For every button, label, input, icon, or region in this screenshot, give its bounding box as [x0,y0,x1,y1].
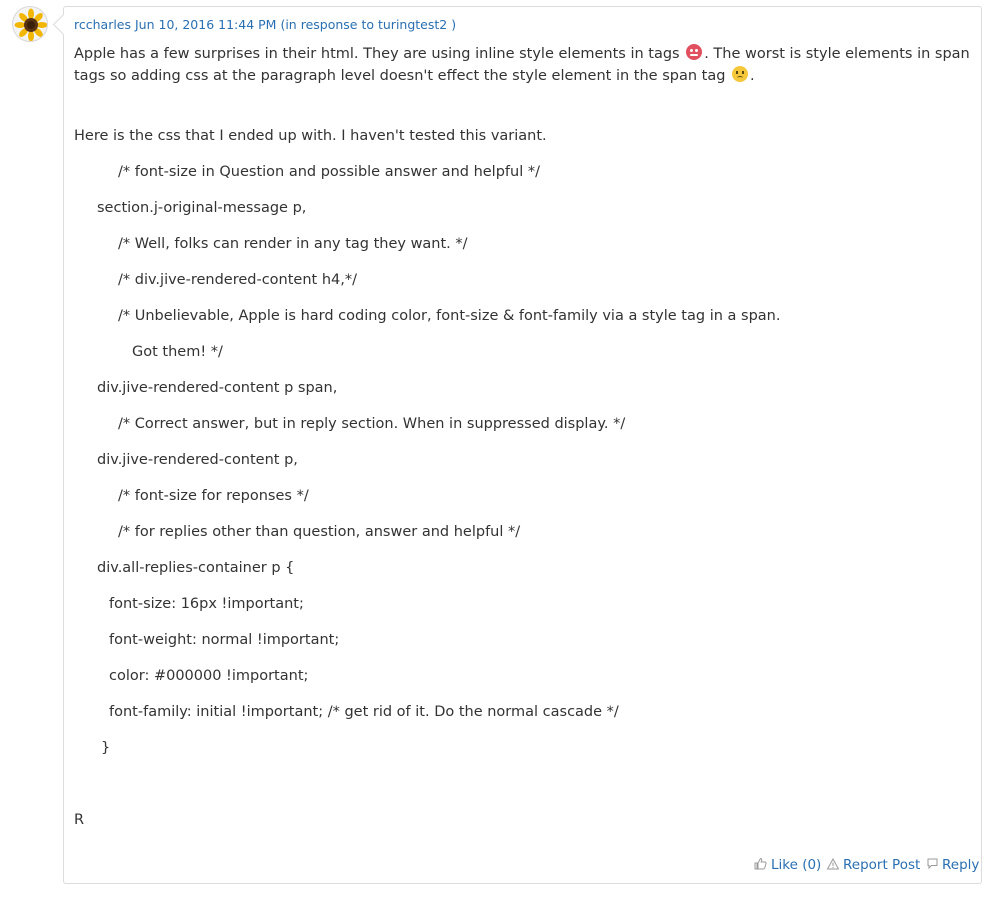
code-line: /* for replies other than question, answer and helpful */ [118,524,521,540]
lead-line: Here is the css that I ended up with. I haven't tested this variant. [74,128,547,144]
code-line: font-size: 16px !important; [109,596,304,612]
code-line: /* Unbelievable, Apple is hard coding color, font-size & font-family via a style tag in a span. [118,308,781,324]
speech-bubble-icon [927,858,938,870]
warning-icon [827,858,839,870]
card-pointer [53,14,74,35]
code-line: font-family: initial !important; /* get rid of it. Do the normal cascade */ [109,704,619,720]
report-label: Report Post [843,857,921,873]
code-line: } [101,740,111,756]
intro-text-1: Apple has a few surprises in their html. They are using inline style elements in tags [74,46,685,62]
code-line: Got them! */ [132,344,223,360]
thumbs-up-icon [754,857,767,870]
report-post-button[interactable] [827,857,920,873]
author-link[interactable]: rccharles [74,17,132,32]
post-header [74,17,456,32]
signature: R [74,812,85,828]
code-line: section.j-original-message p, [97,200,307,216]
response-to-link[interactable]: turingtest2 [377,17,448,32]
reply-label: Reply [942,857,980,873]
code-line: font-weight: normal !important; [109,632,340,648]
reply-card [63,6,982,884]
like-button[interactable] [754,857,821,873]
sad-face-emoji-icon [732,66,748,82]
code-line: div.jive-rendered-content p span, [97,380,338,396]
code-line: /* div.jive-rendered-content h4,*/ [118,272,357,288]
sunflower-avatar-icon [13,7,48,42]
code-line: /* font-size in Question and possible answer and helpful */ [118,164,540,180]
code-line: /* Well, folks can render in any tag they want. */ [118,236,468,252]
like-label: Like (0) [771,857,822,873]
reply-button[interactable] [927,857,979,873]
avatar[interactable] [12,6,48,42]
response-suffix: ) [451,17,457,32]
code-line: color: #000000 !important; [109,668,309,684]
code-line: /* Correct answer, but in reply section. When in suppressed display. */ [118,416,626,432]
intro-text-2: . The worst is style elements in span tags so adding css at the paragraph level doesn't effect the style element in the span tag [74,46,970,84]
post-timestamp[interactable]: Jun 10, 2016 11:44 PM [135,17,277,32]
response-prefix: (in response to [280,17,374,32]
code-line: div.jive-rendered-content p, [97,452,298,468]
intro-text-3: . [750,68,755,84]
code-line: div.all-replies-container p { [97,560,295,576]
code-line: /* font-size for reponses */ [118,488,309,504]
post-intro [74,43,974,87]
devil-emoji-icon [686,44,702,60]
